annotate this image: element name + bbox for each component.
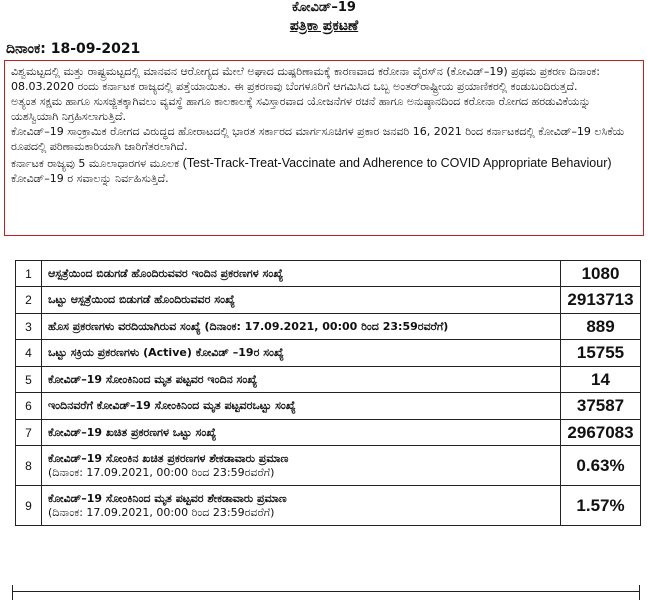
row-value: 37587 xyxy=(561,393,641,420)
table-row xyxy=(16,420,641,446)
row-value: 14 xyxy=(561,367,641,393)
row-number: 9 xyxy=(16,486,42,526)
date-label: ದಿನಾಂಕ: xyxy=(6,41,46,57)
row-number: 2 xyxy=(16,287,42,314)
intro-paragraph-1: ವಿಶ್ವಮಟ್ಟದಲ್ಲಿ ಮತ್ತು ರಾಷ್ಟ್ರಮಟ್ಟದಲ್ಲಿ ಮಾನವನ ಆರೋಗ್ಯದ ಮೇಲೆ ಅಘಾದ ದುಷ್ಪರಿಣಾಮಕ್ಕೆ ಕಾರಣವಾದ ಕರೋನಾ ವೈರಸ್‌ನ (ಕೋವಿಡ್–19) ಪ್ರಥಮ ಪ್ರಕರಣ ದಿನಾಂಕ: 08.03.2020 ರಂದು ಕರ್ನಾಟಕ ರಾಜ್ಯದಲ್ಲಿ ಪತ್ತೆಯಾಯಿತು. ಈ ಪ್ರಕರಣವು ಬೆಂಗಳೂರಿಗೆ ಆಗಮಿಸಿದ ಒಬ್ಬ ಅಂತರ್‌ರಾಷ್ಟ್ರೀಯ ಪ್ರಯಾಣಿಕರಲ್ಲಿ ಕಂಡುಬಂದಿರುತ್ತದೆ. xyxy=(11,65,600,93)
row-description-line1: ಕೋವಿಡ್–19 ಸೋಂಕಿನ ಖಚಿತ ಪ್ರಕರಣಗಳ ಶೇಕಡಾವಾರು ಪ್ರಮಾಣ xyxy=(48,451,289,465)
intro-paragraph-3: ಕೋವಿಡ್–19 ಸಾಂಕ್ರಾಮಿಕ ರೋಗದ ವಿರುದ್ಧದ ಹೋರಾಟದಲ್ಲಿ ಭಾರತ ಸರ್ಕಾರದ ಮಾರ್ಗಸೂಚಿಗಳ ಪ್ರಕಾರ ಜನವರಿ 16, 2021 ರಿಂದ ಕರ್ನಾಟಕದಲ್ಲಿ ಕೋವಿಡ್–19 ಲಸಿಕೆಯ ರೂಪದಲ್ಲಿ ಪರಿಣಾಮಕಾರಿಯಾಗಿ ಜಾರಿಗೆತರಲಾಗಿದೆ. xyxy=(11,125,625,153)
row-value: 15755 xyxy=(561,340,641,367)
date-line xyxy=(6,40,140,58)
row-description: ಇಂದಿನವರೆಗೆ ಕೋವಿಡ್–19 ಸೋಂಕಿನಿಂದ ಮೃತ ಪಟ್ಟವರಒಟ್ಟು ಸಂಖ್ಯೆ xyxy=(42,393,561,420)
row-value: 0.63% xyxy=(561,446,641,486)
intro-paragraph-2: ಅತ್ಯಂತ ಸಕ್ಷಮ ಹಾಗೂ ಸುಸಜ್ಜಿತಕ್ಕಾಗಿವಲು ವ್ಯವಸ್ಥೆ ಹಾಗೂ ಕಾಲಕಾಲಕ್ಕೆ ಸವಿಸ್ತಾರವಾದ ಯೋಜನೆಗಳ ರಚನೆ ಹಾಗೂ ಅನುಷ್ಠಾನದಿಂದ ಕರೋನಾ ರೋಗದ ಹರಡುವಿಕೆಯನ್ನು ಯಶಸ್ವಿಯಾಗಿ ನಿಗ್ರಹಿಸಲಾಗುತ್ತಿದೆ. xyxy=(11,95,591,123)
row-description-line2: (ದಿನಾಂಕ: 17.09.2021, 00:00 ರಿಂದ 23:59ರವರೆಗೆ) xyxy=(48,505,275,519)
row-description: ಹೊಸ ಪ್ರಕರಣಗಳು ವರದಿಯಾಗಿರುವ ಸಂಖ್ಯೆ (ದಿನಾಂಕ: 17.09.2021, 00:00 ರಿಂದ 23:59ರವರೆಗೆ) xyxy=(42,314,561,340)
row-value: 889 xyxy=(561,314,641,340)
row-description: ಕೋವಿಡ್–19 ಸೋಂಕಿನಿಂದ ಮೃತ ಪಟ್ಟವರ ಇಂದಿನ ಸಂಖ್ಯೆ xyxy=(42,367,561,393)
table-row xyxy=(16,393,641,420)
next-table-right-border xyxy=(639,585,640,600)
row-description-line2: (ದಿನಾಂಕ: 17.09.2021, 00:00 ರಿಂದ 23:59ರವರೆಗೆ) xyxy=(48,465,275,479)
row-value: 1080 xyxy=(561,261,641,287)
row-description: ಒಟ್ಟು ಸಕ್ರಿಯ ಪ್ರಕರಣಗಳು (Active) ಕೋವಿಡ್ –19ರ ಸಂಖ್ಯೆ xyxy=(42,340,561,367)
row-description xyxy=(42,486,561,526)
stats-table xyxy=(15,260,641,526)
row-description: ಒಟ್ಟು ಆಸ್ಪತ್ರೆಯಿಂದ ಬಿಡುಗಡೆ ಹೊಂದಿರುವವರ ಸಂಖ್ಯೆ xyxy=(42,287,561,314)
intro-box xyxy=(4,60,644,236)
row-number: 6 xyxy=(16,393,42,420)
row-description: ಕೋವಿಡ್–19 ಖಚಿತ ಪ್ರಕರಣಗಳ ಒಟ್ಟು ಸಂಖ್ಯೆ xyxy=(42,420,561,446)
row-description: ಆಸ್ಪತ್ರೆಯಿಂದ ಬಿಡುಗಡೆ ಹೊಂದಿರುವವರ ಇಂದಿನ ಪ್ರಕರಣಗಳ ಸಂಖ್ಯೆ xyxy=(42,261,561,287)
row-number: 3 xyxy=(16,314,42,340)
table-row xyxy=(16,261,641,287)
row-value: 2913713 xyxy=(561,287,641,314)
row-number: 5 xyxy=(16,367,42,393)
table-row xyxy=(16,486,641,526)
date-value: 18-09-2021 xyxy=(50,41,141,57)
row-description-line1: ಕೋವಿಡ್–19 ಸೋಂಕಿನಿಂದ ಮೃತ ಪಟ್ಟವರ ಶೇಕಡಾವಾರು ಪ್ರಮಾಣ xyxy=(48,491,287,505)
next-table-left-border xyxy=(12,585,13,600)
row-number: 8 xyxy=(16,446,42,486)
intro-paragraph-4 xyxy=(11,155,637,186)
press-release-heading: ಪತ್ರಿಕಾ ಪ್ರಕಟಣೆ xyxy=(289,18,359,34)
row-value: 2967083 xyxy=(561,420,641,446)
row-number: 4 xyxy=(16,340,42,367)
table-row xyxy=(16,446,641,486)
row-description xyxy=(42,446,561,486)
next-table-top-border xyxy=(12,591,640,592)
table-row xyxy=(16,314,641,340)
intro-p4-english: (Test-Track-Treat-Vaccinate and Adherence to COVID Appropriate Behaviour) xyxy=(182,156,612,170)
intro-p4-kannada-b: ಕೋವಿಡ್–19 ರ ಸವಾಲನ್ನು ನಿರ್ವಹಿಸುತ್ತಿದೆ. xyxy=(11,171,169,185)
table-row xyxy=(16,287,641,314)
row-value: 1.57% xyxy=(561,486,641,526)
intro-p4-kannada-a: ಕರ್ನಾಟಕ ರಾಜ್ಯವು 5 ಮೂಲಾಧಾರಗಳ ಮೂಲಕ xyxy=(11,157,180,170)
table-row xyxy=(16,340,641,367)
row-number: 1 xyxy=(16,261,42,287)
document-title: ಕೋವಿಡ್–19 xyxy=(292,0,356,15)
table-row xyxy=(16,367,641,393)
row-number: 7 xyxy=(16,420,42,446)
